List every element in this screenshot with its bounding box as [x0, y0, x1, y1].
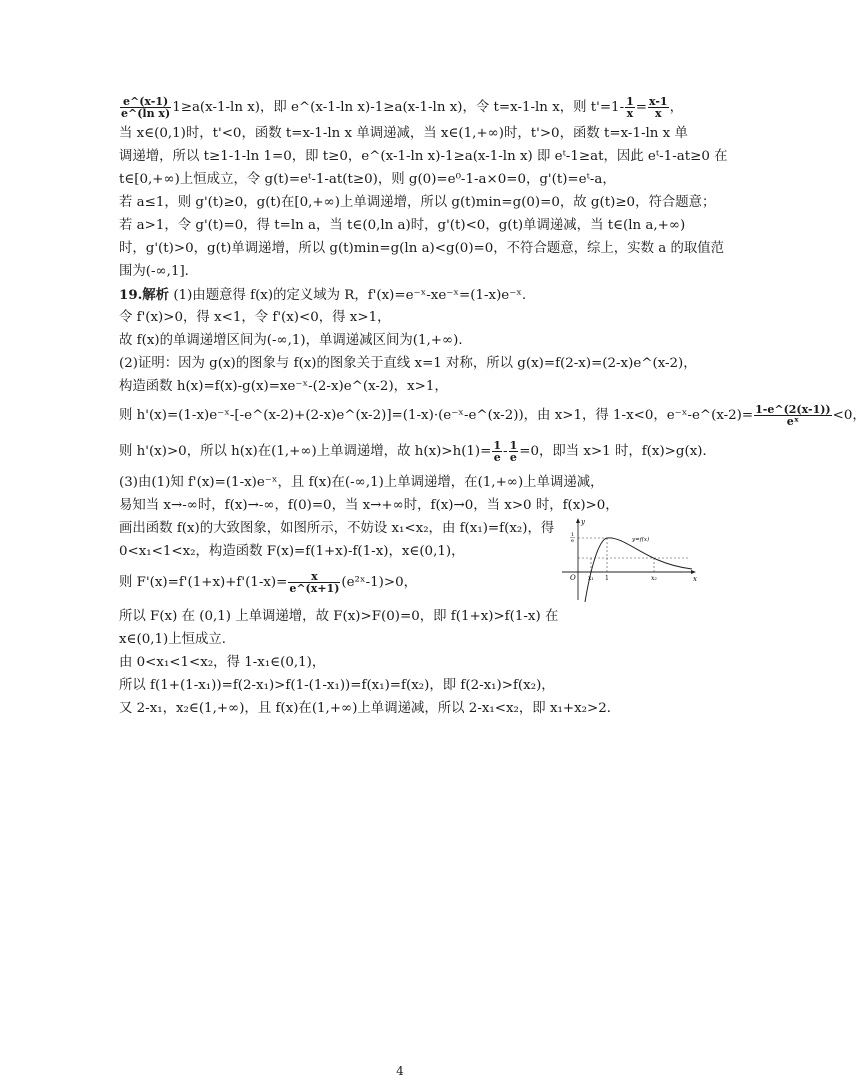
fraction-one-over-x: $\frac{1}{x}$ — [626, 95, 634, 120]
x-label: x — [693, 575, 697, 583]
x-axis-arrow — [691, 570, 696, 574]
fraction-x-over-exp: $\frac{x}{e\^{}(x+1)}$ — [289, 570, 340, 595]
text-line-24: 所以 f(1+(1-x₁))=f(2-x₁)>f(1-(1-x₁))=f(x₁)=f(x₂)，即 f(2-x₁)>f(x₂)， — [119, 678, 555, 693]
text-line-17: 易知当 x→-∞时，f(x)→-∞，f(0)=0，当 x→+∞时，f(x)→0，当 x>0 时，f(x)>0， — [119, 498, 619, 513]
text-line-1: $\frac{e\^{}(x-1)}{\text{e\textasciicircum{}(ln x)}}$ 1≥a(x-1-ln x)，即 e^(x-1-ln x)-1≥a(x-1-ln x)，令 t=x-1-ln x，则 t'=1- $\frac{1}{x}$ = $\frac{x-1}{x}$ ， — [121, 95, 683, 120]
text-line-20: 则 F'(x)=f'(1+x)+f'(1-x)= $\frac{x}{e\^{}(x+1)}$ (e²ˣ-1)>0， — [119, 570, 417, 595]
text-line-13: 构造函数 h(x)=f(x)-g(x)=xe⁻ˣ-(2-x)e^(x-2)，x>1， — [119, 379, 448, 394]
text-line-21: 所以 F(x) 在 (0,1) 上单调递增，故 F(x)>F(0)=0，即 f(1+x)>f(1-x) 在 — [119, 609, 559, 624]
text-line-2: 当 x∈(0,1)时，t'<0，函数 t=x-1-ln x 单调递减，当 x∈(1,+∞)时，t'>0，函数 t=x-1-ln x 单 — [119, 126, 688, 141]
one-label: 1 — [605, 575, 609, 582]
section-heading: 19.解析 — [119, 287, 170, 303]
fraction-one-over-e-b: $\frac{1}{e}$ — [509, 439, 518, 464]
text-line-9: 19.解析 (1)由题意得 f(x)的定义域为 R，f'(x)=e⁻ˣ-xe⁻ˣ=(1-x)e⁻ˣ． — [119, 287, 536, 303]
text-line-11: 故 f(x)的单调递增区间为(-∞,1)，单调递减区间为(1,+∞)． — [119, 333, 472, 348]
y-label: y — [581, 518, 585, 526]
origin-label: O — [570, 574, 576, 582]
tick-1e-num: 1 — [571, 532, 575, 538]
curve-label: y=f(x) — [632, 537, 650, 543]
x2-label: x₂ — [651, 575, 657, 582]
text-line-19: 0<x₁<1<x₂，构造函数 F(x)=f(1+x)-f(1-x)，x∈(0,1)， — [119, 544, 465, 559]
text-line-25: 又 2-x₁，x₂∈(1,+∞)，且 f(x)在(1,+∞)上单调递减，所以 2-x₁<x₂，即 x₁+x₂>2． — [119, 701, 621, 716]
text-line-4: t∈[0,+∞)上恒成立，令 g(t)=eᵗ-1-at(t≥0)，则 g(0)=e⁰-1-a×0=0，g'(t)=eᵗ-a， — [119, 172, 616, 187]
fraction-exp-diff: $\frac{1-e\^{}(2(x-1))}{\text{eˣ}}$ — [755, 403, 831, 428]
text-line-14: 则 h'(x)=(1-x)e⁻ˣ-[-e^(x-2)+(2-x)e^(x-2)]=(1-x)·(e⁻ˣ-e^(x-2))，由 x>1，得 1-x<0，e⁻ˣ-e^(x-2)= $\frac{1-e\^{}(2(x-1))}{\text{eˣ}}$ <0， — [119, 403, 866, 428]
fraction-x-minus-1-over-x: $\frac{x-1}{x}$ — [649, 95, 668, 120]
y-axis-arrow — [576, 518, 580, 523]
text-line-10: 令 f'(x)>0，得 x<1，令 f'(x)<0，得 x>1， — [119, 310, 391, 325]
fraction-exp: $\frac{e\^{}(x-1)}{\text{e\textasciicircum{}(ln x)}}$ — [121, 95, 171, 120]
page-number: 4 — [396, 1064, 404, 1078]
text-line-15: 则 h'(x)>0，所以 h(x)在(1,+∞)上单调递增，故 h(x)>h(1)= $\frac{1}{e}$ - $\frac{1}{e}$ =0，即当 x>1 时，f(x)>g(x)． — [119, 439, 716, 464]
curve-f — [585, 538, 692, 602]
fraction-one-over-e-a: $\frac{1}{e}$ — [493, 439, 502, 464]
text-line-8: 围为(-∞,1]． — [119, 264, 199, 279]
function-graph — [558, 516, 698, 604]
text-line-6: 若 a>1，令 g'(t)=0，得 t=ln a，当 t∈(0,ln a)时，g'(t)<0，g(t)单调递减，当 t∈(ln a,+∞) — [119, 218, 686, 233]
tick-1e-den: e — [571, 538, 574, 544]
text-line-5: 若 a≤1，则 g'(t)≥0，g(t)在[0,+∞)上单调递增，所以 g(t)min=g(0)=0，故 g(t)≥0，符合题意； — [119, 195, 716, 210]
text-line-3: 调递增，所以 t≥1-1-ln 1=0，即 t≥0，e^(x-1-ln x)-1≥a(x-1-ln x) 即 eᵗ-1≥at，因此 eᵗ-1-at≥0 在 — [119, 149, 728, 164]
text-line-18: 画出函数 f(x)的大致图象，如图所示，不妨设 x₁<x₂，由 f(x₁)=f(x₂)，得 — [119, 521, 555, 536]
text-line-16: (3)由(1)知 f'(x)=(1-x)e⁻ˣ，且 f(x)在(-∞,1)上单调递增，在(1,+∞)上单调递减， — [119, 475, 604, 490]
text-line-12: (2)证明：因为 g(x)的图象与 f(x)的图象关于直线 x=1 对称，所以 g(x)=f(2-x)=(2-x)e^(x-2)， — [119, 356, 697, 371]
text-line-23: 由 0<x₁<1<x₂，得 1-x₁∈(0,1)， — [119, 655, 326, 670]
text-line-22: x∈(0,1)上恒成立． — [119, 632, 236, 647]
text-line-7: 时，g'(t)>0，g(t)单调递增，所以 g(t)min=g(ln a)<g(0)=0，不符合题意，综上，实数 a 的取值范 — [119, 241, 725, 256]
x1-label: x₁ — [588, 575, 594, 582]
